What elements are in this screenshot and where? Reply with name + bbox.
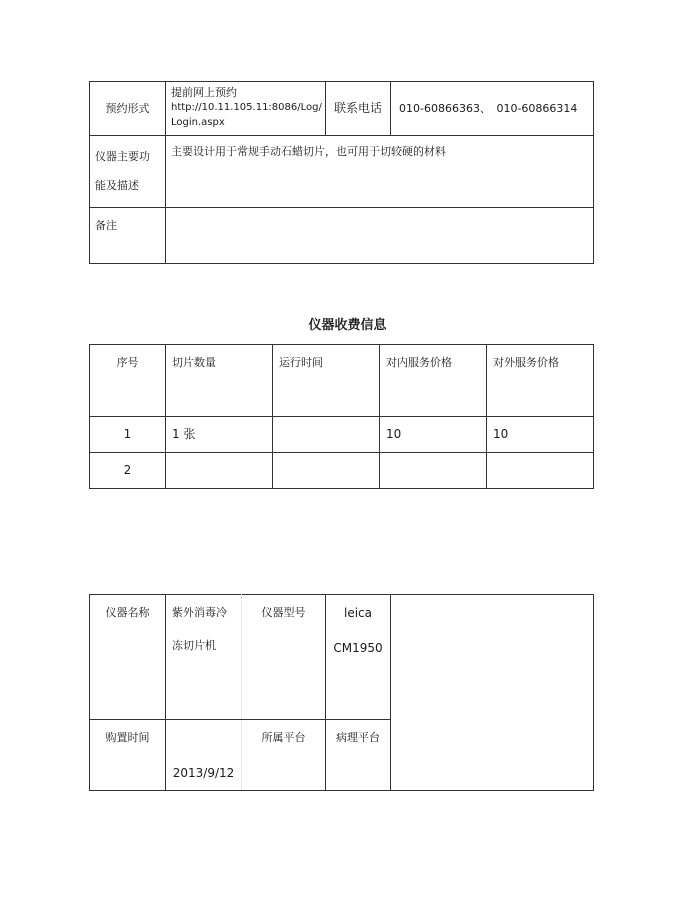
instrument-model-label: 仪器型号 (242, 595, 326, 720)
fee-table (89, 344, 594, 489)
instrument-name-label: 仪器名称 (90, 595, 166, 720)
table-row (90, 453, 594, 489)
fee-row-2-internal-price (380, 453, 487, 489)
fee-header-external-price: 对外服务价格 (487, 345, 594, 417)
remarks-label: 备注 (90, 208, 166, 264)
fee-row-2-runtime (273, 453, 380, 489)
fee-header-row (90, 345, 594, 417)
fee-row-2-quantity (166, 453, 273, 489)
fee-row-1-external-price: 10 (487, 417, 594, 453)
fee-header-quantity: 切片数量 (166, 345, 273, 417)
table-row (90, 417, 594, 453)
function-value: 主要设计用于常规手动石蜡切片，也可用于切较硬的材料 (166, 136, 594, 208)
fee-row-1-index: 1 (90, 417, 166, 453)
phone-label: 联系电话 (326, 82, 391, 136)
phone-value: 010-60866363、 010-60866314 (391, 82, 594, 136)
booking-url-line-2[interactable]: Login.aspx (171, 117, 225, 129)
function-label: 仪器主要功 能及描述 (90, 136, 166, 208)
instrument-table (89, 594, 594, 791)
fee-header-runtime: 运行时间 (273, 345, 380, 417)
fee-row-1-quantity: 1 张 (166, 417, 273, 453)
booking-value (166, 82, 326, 136)
fee-header-index: 序号 (90, 345, 166, 417)
instrument-image-cell (391, 595, 594, 791)
fee-row-1-runtime (273, 417, 380, 453)
booking-url-line-1[interactable]: http://10.11.105.11:8086/Log/ (171, 102, 322, 114)
fee-row-2-external-price (487, 453, 594, 489)
instrument-name-value: 紫外消毒冷 冻切片机 (166, 595, 242, 720)
fee-row-2-index: 2 (90, 453, 166, 489)
platform-value: 病理平台 (326, 720, 391, 791)
booking-info-table (89, 81, 594, 264)
platform-label: 所属平台 (242, 720, 326, 791)
purchase-time-value: 2013/9/12 (166, 720, 242, 791)
fee-row-1-internal-price: 10 (380, 417, 487, 453)
remarks-value (166, 208, 594, 264)
fee-section-title: 仪器收费信息 (308, 318, 387, 333)
booking-method-text: 提前网上预约 (171, 86, 237, 99)
instrument-model-value: leica CM1950 (326, 595, 391, 720)
fee-header-internal-price: 对内服务价格 (380, 345, 487, 417)
booking-label: 预约形式 (90, 82, 166, 136)
purchase-time-label: 购置时间 (90, 720, 166, 791)
